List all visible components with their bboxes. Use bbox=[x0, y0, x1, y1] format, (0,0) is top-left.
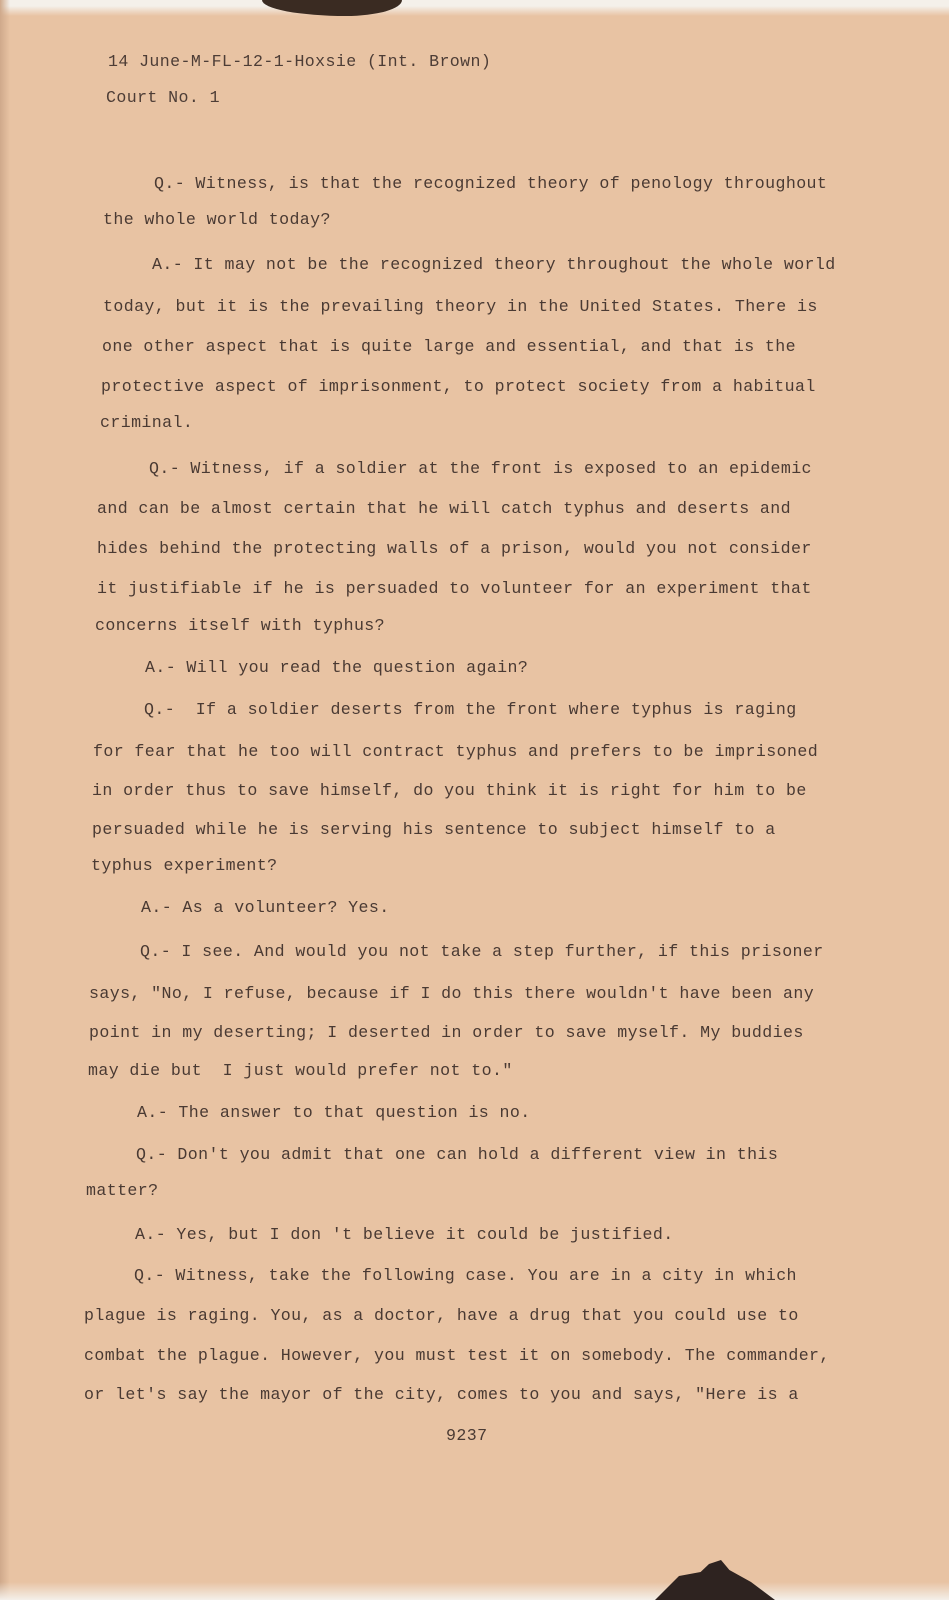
transcript-line: for fear that he too will contract typhus and prefers to be imprisoned bbox=[93, 742, 819, 761]
paper-bottom-edge bbox=[0, 1582, 949, 1600]
transcript-line: protective aspect of imprisonment, to protect society from a habitual bbox=[101, 377, 816, 396]
page-number: 9237 bbox=[446, 1426, 488, 1445]
transcript-line: A.- As a volunteer? Yes. bbox=[141, 898, 390, 917]
transcript-line: today, but it is the prevailing theory in the United States. There is bbox=[103, 297, 818, 316]
transcript-line: Q.- Witness, if a soldier at the front is exposed to an epidemic bbox=[149, 459, 812, 478]
transcript-line: A.- Yes, but I don 't believe it could be justified. bbox=[135, 1225, 674, 1244]
transcript-line: A.- The answer to that question is no. bbox=[137, 1103, 531, 1122]
transcript-line: the whole world today? bbox=[103, 210, 331, 229]
transcript-line: matter? bbox=[86, 1181, 159, 1200]
transcript-line: plague is raging. You, as a doctor, have a drug that you could use to bbox=[84, 1306, 799, 1325]
transcript-line: Q.- I see. And would you not take a step further, if this prisoner bbox=[140, 942, 824, 961]
transcript-line: or let's say the mayor of the city, comes to you and says, "Here is a bbox=[84, 1385, 799, 1404]
transcript-line: typhus experiment? bbox=[91, 856, 278, 875]
transcript-line: may die but I just would prefer not to." bbox=[88, 1061, 513, 1080]
transcript-line: combat the plague. However, you must test it on somebody. The commander, bbox=[84, 1346, 830, 1365]
transcript-line: A.- It may not be the recognized theory throughout the whole world bbox=[152, 255, 836, 274]
transcript-line: persuaded while he is serving his sentence to subject himself to a bbox=[92, 820, 776, 839]
transcript-line: criminal. bbox=[100, 413, 194, 432]
transcript-line: in order thus to save himself, do you think it is right for him to be bbox=[92, 781, 807, 800]
transcript-line: Q.- Don't you admit that one can hold a different view in this bbox=[136, 1145, 779, 1164]
transcript-line: hides behind the protecting walls of a prison, would you not consider bbox=[97, 539, 812, 558]
transcript-line: concerns itself with typhus? bbox=[95, 616, 386, 635]
transcript-line: says, "No, I refuse, because if I do this there wouldn't have been any bbox=[89, 984, 815, 1003]
transcript-line: Q.- Witness, take the following case. You are in a city in which bbox=[134, 1266, 797, 1285]
file-reference: 14 June-M-FL-12-1-Hoxsie (Int. Brown) bbox=[108, 52, 492, 71]
transcript-line: one other aspect that is quite large and essential, and that is the bbox=[102, 337, 796, 356]
court-number: Court No. 1 bbox=[106, 88, 220, 107]
transcript-line: Q.- Witness, is that the recognized theory of penology throughout bbox=[154, 174, 828, 193]
transcript-line: A.- Will you read the question again? bbox=[145, 658, 529, 677]
transcript-line: Q.- If a soldier deserts from the front where typhus is raging bbox=[144, 700, 797, 719]
transcript-line: point in my deserting; I deserted in order to save myself. My buddies bbox=[89, 1023, 804, 1042]
transcript-line: and can be almost certain that he will catch typhus and deserts and bbox=[97, 499, 791, 518]
transcript-line: it justifiable if he is persuaded to volunteer for an experiment that bbox=[97, 579, 812, 598]
